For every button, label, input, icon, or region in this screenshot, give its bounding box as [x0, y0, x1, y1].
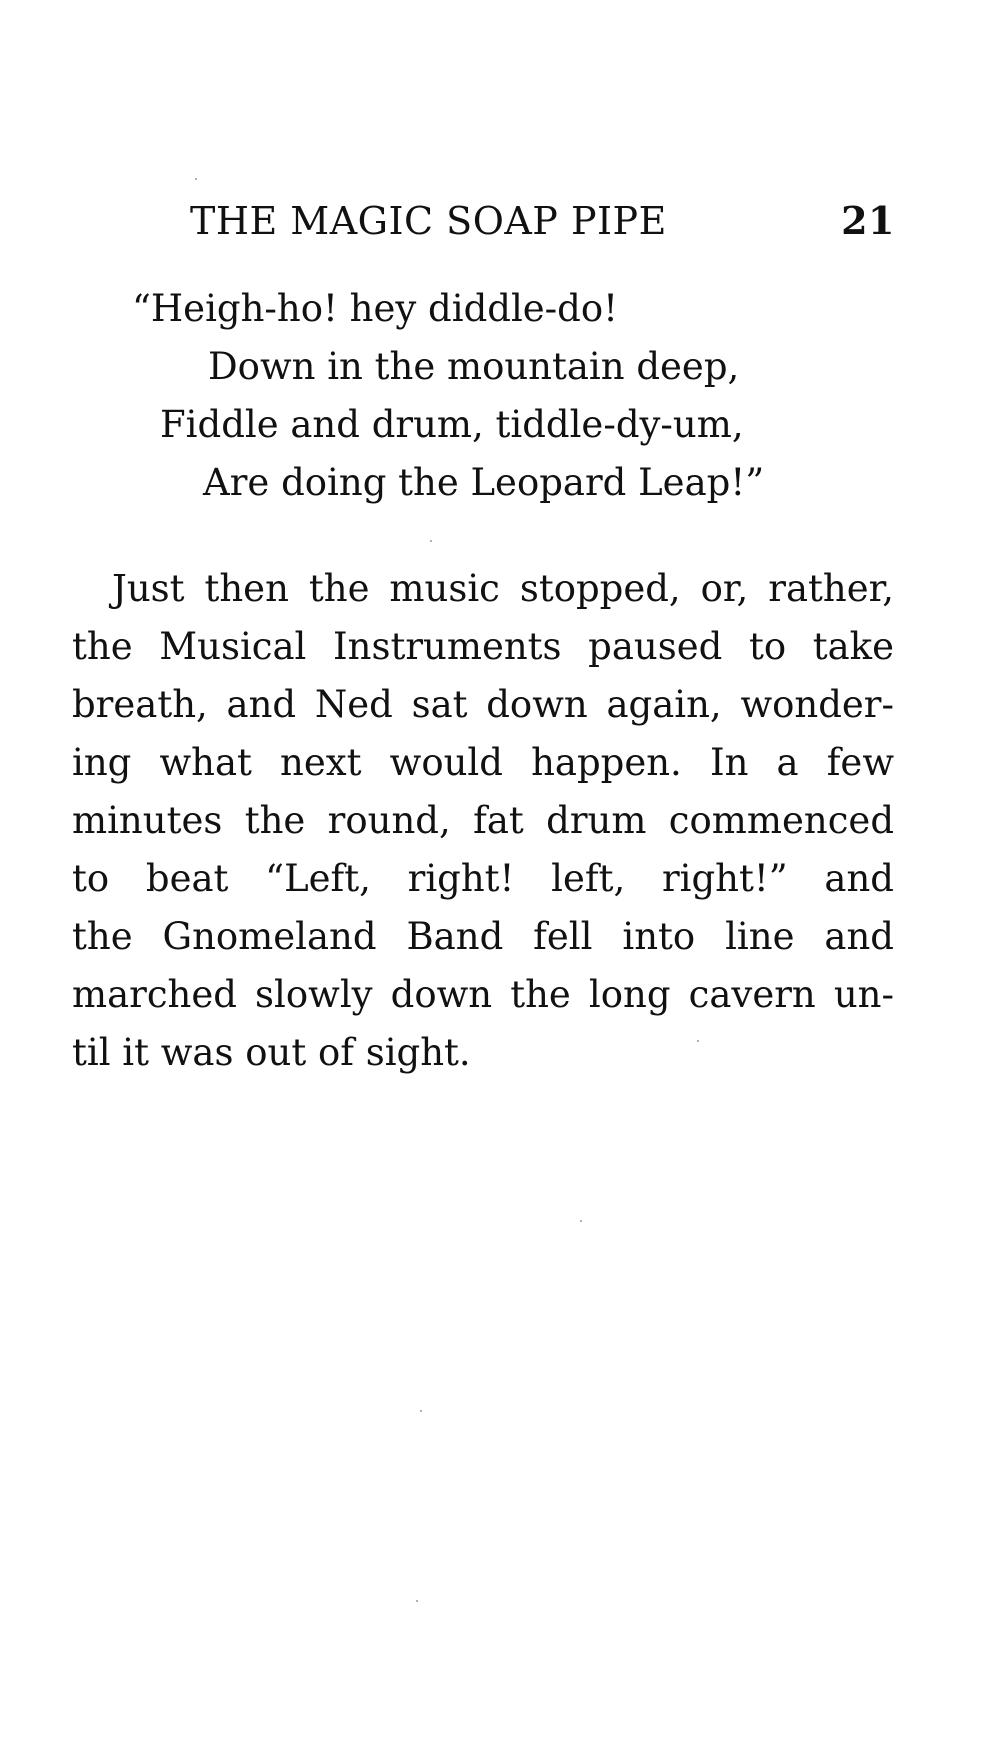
- body-paragraph: [72, 560, 894, 1082]
- verse-line: Are doing the Leopard Leap!”: [203, 461, 765, 504]
- verse-line: Fiddle and drum, tiddle-dy-um,: [160, 403, 744, 446]
- paragraph-line: minutes the round, fat drum commenced: [72, 799, 894, 842]
- paper-speck: [580, 1220, 582, 1222]
- paragraph-line: the Gnomeland Band fell into line and: [72, 915, 894, 958]
- chapter-title: THE MAGIC SOAP PIPE: [190, 199, 667, 243]
- paragraph-line: ing what next would happen. In a few: [72, 741, 894, 784]
- paper-speck: [697, 1040, 699, 1042]
- paper-speck: [420, 1410, 422, 1412]
- paragraph-line: breath, and Ned sat down again, wonder-: [72, 683, 894, 726]
- page-number: 21: [841, 198, 895, 243]
- paragraph-line: marched slowly down the long cavern un-: [72, 973, 894, 1016]
- verse-line: “Heigh-ho! hey diddle-do!: [132, 287, 619, 330]
- verse-line: Down in the mountain deep,: [208, 345, 740, 388]
- paper-speck: [195, 178, 197, 180]
- paragraph-line: the Musical Instruments paused to take: [72, 625, 894, 668]
- paper-speck: [416, 1600, 418, 1602]
- running-head: [190, 196, 895, 246]
- paragraph-line: til it was out of sight.: [72, 1031, 471, 1074]
- paper-speck: [430, 540, 432, 542]
- paragraph-line: to beat “Left, right! left, right!” and: [72, 857, 894, 900]
- paragraph-line: Just then the music stopped, or, rather,: [112, 567, 894, 610]
